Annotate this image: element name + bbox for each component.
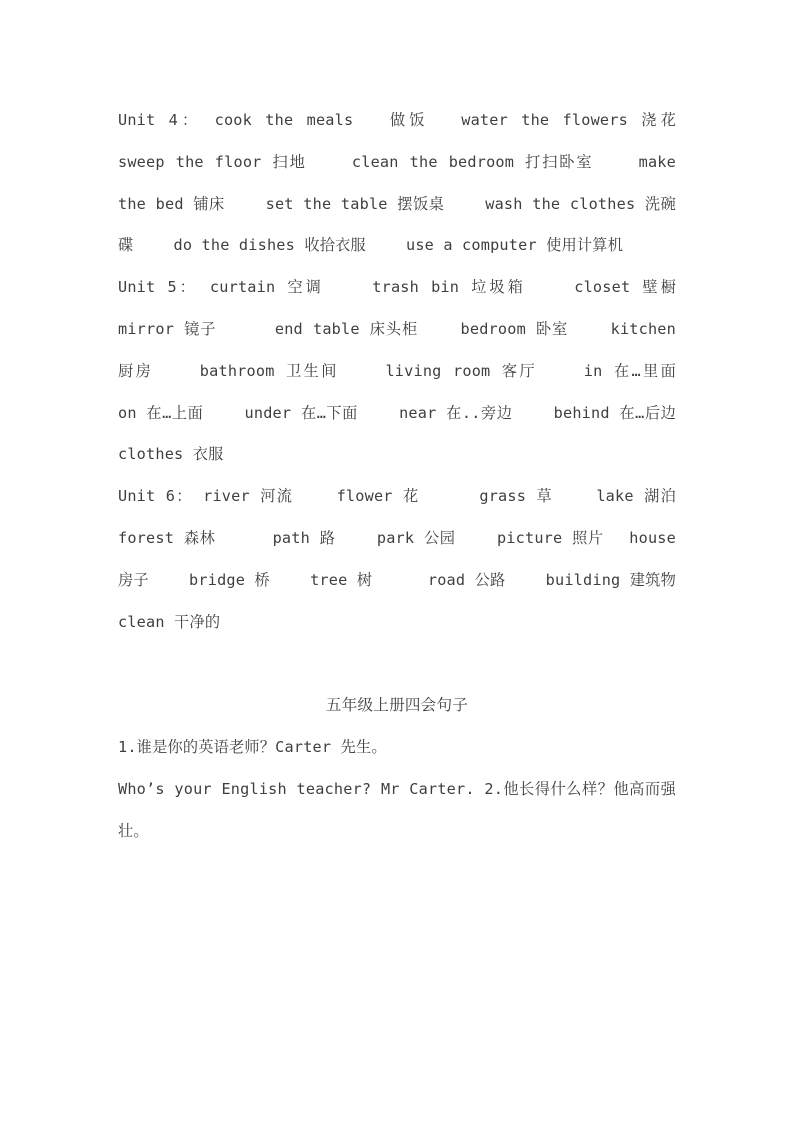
sentence-item-2: Who’s your English teacher? Mr Carter. 2.他长得什么样？他高而强壮。	[118, 779, 676, 840]
sentence-item-1: 1.谁是你的英语老师？Carter 先生。	[118, 737, 387, 756]
section-spacer	[118, 643, 676, 685]
unit-5-vocabulary-paragraph: Unit 5： curtain 空调 trash bin 垃圾箱 closet 壁橱 mirror 镜子 end table 床头柜 bedroom 卧室 kitchen 厨房 bathroom 卫生间 living room 客厅 in 在…里面 on 在…上面 under 在…下面 near 在..旁边 behind 在…后边 clothes 衣服	[118, 278, 717, 464]
unit-4-vocabulary-paragraph: Unit 4： cook the meals 做饭 water the flowers 浇花 sweep the floor 扫地 clean the bedroom 打扫卧室 make the bed 铺床 set the table 摆饭桌 wash the clothes 洗碗碟 do the dishes 收拾衣服 use a computer 使用计算机	[118, 111, 717, 255]
sentences-section-heading: 五年级上册四会句子	[325, 696, 469, 715]
unit-6-vocabulary-paragraph: Unit 6： river 河流 flower 花 grass 草 lake 湖泊 forest 森林 path 路 park 公园 picture 照片 house 房子 bridge 桥 tree 树 road 公路 building 建筑物 clean 干净的	[118, 487, 717, 631]
document-content	[118, 100, 717, 852]
